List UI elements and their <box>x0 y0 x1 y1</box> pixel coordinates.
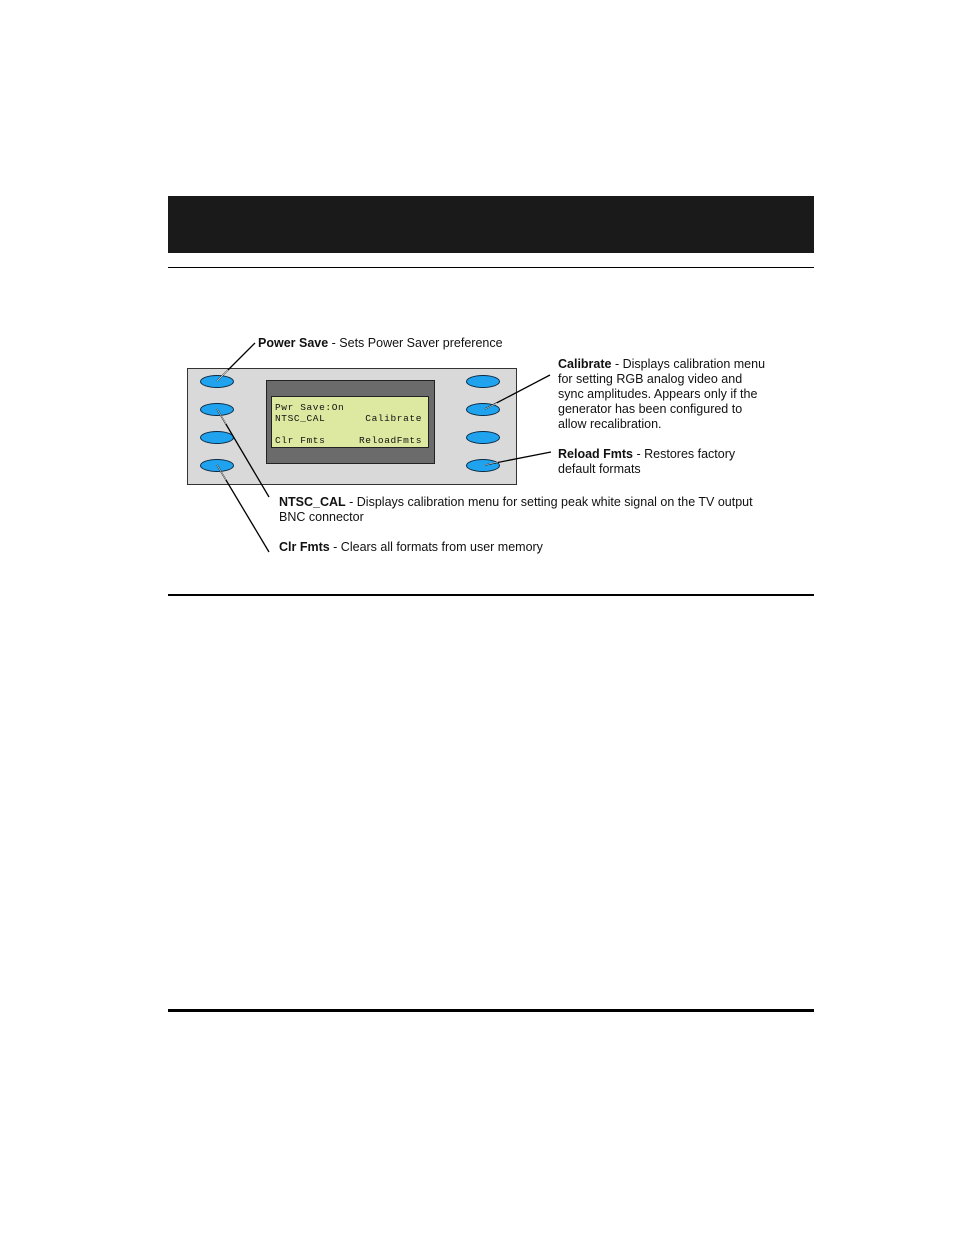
callout-clr-fmts <box>279 540 543 555</box>
leader-power-save-white <box>217 370 228 381</box>
callout-ntsc-cal-term: NTSC_CAL <box>279 495 346 509</box>
lcd-reload-fmts-label: ReloadFmts <box>358 435 422 446</box>
callout-power-save-desc: - Sets Power Saver preference <box>328 336 503 350</box>
callout-power-save-term: Power Save <box>258 336 329 350</box>
callout-ntsc-cal <box>279 495 753 525</box>
callout-calibrate <box>558 357 765 432</box>
middle-rule <box>168 594 814 596</box>
callout-calibrate-desc-1: - Displays calibration menu <box>611 357 766 371</box>
callout-reload-fmts-term: Reload Fmts <box>558 447 634 461</box>
callout-reload-fmts-desc-2: default formats <box>558 462 641 476</box>
callout-calibrate-desc-2: for setting RGB analog video and <box>558 372 743 386</box>
lcd-clr-fmts-label: Clr Fmts <box>275 435 326 446</box>
callout-reload-fmts-desc-1: - Restores factory <box>633 447 736 461</box>
callout-calibrate-desc-4: generator has been configured to <box>558 402 743 416</box>
callout-clr-fmts-desc: - Clears all formats from user memory <box>329 540 543 554</box>
callout-calibrate-desc-5: allow recalibration. <box>558 417 662 431</box>
lcd-power-save-label: Pwr Save:On <box>275 402 345 413</box>
callout-calibrate-term: Calibrate <box>558 357 612 371</box>
callout-power-save <box>258 336 503 351</box>
callout-ntsc-cal-desc-2: BNC connector <box>279 510 364 524</box>
callout-clr-fmts-term: Clr Fmts <box>279 540 330 554</box>
lcd-calibrate-label: Calibrate <box>365 413 422 424</box>
bottom-rule <box>168 1009 814 1012</box>
leader-reload-fmts <box>485 452 551 465</box>
callout-ntsc-cal-desc-1: - Displays calibration menu for setting peak white signal on the TV output <box>345 495 753 509</box>
lcd-ntsc-cal-label: NTSC_CAL <box>275 413 326 424</box>
callout-calibrate-desc-3: sync amplitudes. Appears only if the <box>558 387 758 401</box>
callout-reload-fmts <box>558 447 735 477</box>
